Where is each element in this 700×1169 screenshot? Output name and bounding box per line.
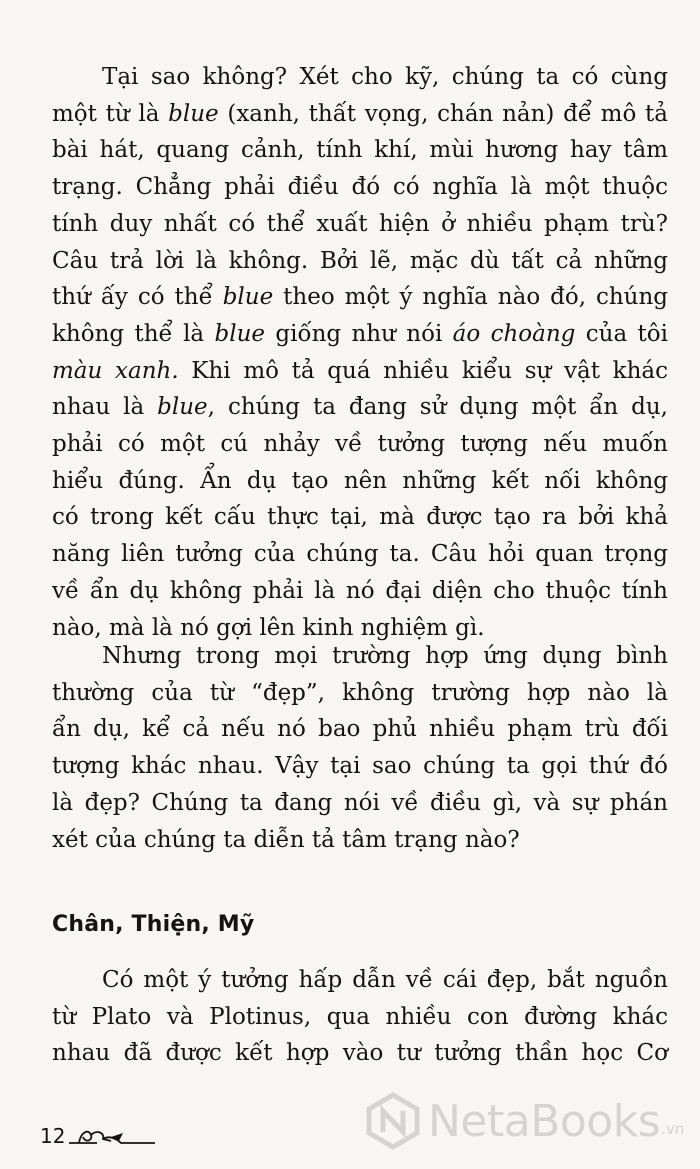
section-heading: Chân, Thiện, Mỹ [52,912,255,937]
watermark [364,1092,684,1150]
text-line: xét của chúng ta diễn tả tâm trạng nào? [52,826,520,853]
text-line: Câu trả lời là không. Bởi lẽ, mặc dù tất cả những [52,247,668,274]
text-line: tính duy nhất có thể xuất hiện ở nhiều phạm trù? [52,210,668,237]
text-line: nào, mà là nó gợi lên kinh nghiệm gì. [52,614,485,641]
text-line: nhau là blue, chúng ta đang sử dụng một ẩn dụ, [52,394,668,421]
text-line: Tại sao không? Xét cho kỹ, chúng ta có cùng [102,64,668,90]
ornament-icon [67,1125,157,1147]
text-line: có trong kết cấu thực tại, mà được tạo ra bởi khả [52,504,668,531]
text-line: bài hát, quang cảnh, tính khí, mùi hương hay tâm [52,137,668,164]
text-line: thứ ấy có thể blue theo một ý nghĩa nào đó, chúng [52,284,668,311]
text-line: màu xanh. Khi mô tả quá nhiều kiểu sự vật khác [52,357,668,384]
text-line: về ẩn dụ không phải là nó đại diện cho thuộc tính [52,577,668,604]
text-line: một từ là blue (xanh, thất vọng, chán nản) để mô tả [52,100,668,127]
watermark-brand: NetaBooks [428,1095,661,1147]
text-line: không thể là blue giống như nói áo choàng của tôi [52,320,668,347]
text-line: hiểu đúng. Ẩn dụ tạo nên những kết nối không [52,467,668,494]
page-number-text: 12 [40,1124,66,1148]
text-line: ẩn dụ, kể cả nếu nó bao phủ nhiều phạm trù đối [52,716,668,743]
italic-term: blue [222,284,274,311]
paragraph-1 [52,59,668,646]
watermark-suffix: .vn [661,1120,685,1138]
text-line: Nhưng trong mọi trường hợp ứng dụng bình [102,643,668,669]
netabooks-logo-icon [364,1092,422,1150]
text-line: Có một ý tưởng hấp dẫn về cái đẹp, bắt nguồn [102,967,668,993]
italic-term: blue [157,394,208,421]
paragraph-3 [52,962,668,1072]
text-line: nhau đã được kết hợp vào tư tưởng thần học Cơ [52,1040,668,1067]
page-number [40,1124,157,1148]
italic-term: màu xanh. [52,357,179,384]
text-line: trạng. Chẳng phải điều đó có nghĩa là một thuộc [52,174,668,201]
text-line: tượng khác nhau. Vậy tại sao chúng ta gọi thứ đó [52,753,668,780]
text-line: là đẹp? Chúng ta đang nói về điều gì, và sự phán [52,789,668,816]
text-line: phải có một cú nhảy về tưởng tượng nếu muốn [52,431,668,458]
text-line: năng liên tưởng của chúng ta. Câu hỏi quan trọng [52,541,668,568]
paragraph-2 [52,638,668,858]
text-line: thường của từ “đẹp”, không trường hợp nào là [52,679,668,706]
italic-term: blue [214,320,266,347]
text-line: từ Plato và Plotinus, qua nhiều con đường khác [52,1003,668,1030]
italic-term: blue [168,100,219,127]
italic-term: áo choàng [452,320,576,347]
